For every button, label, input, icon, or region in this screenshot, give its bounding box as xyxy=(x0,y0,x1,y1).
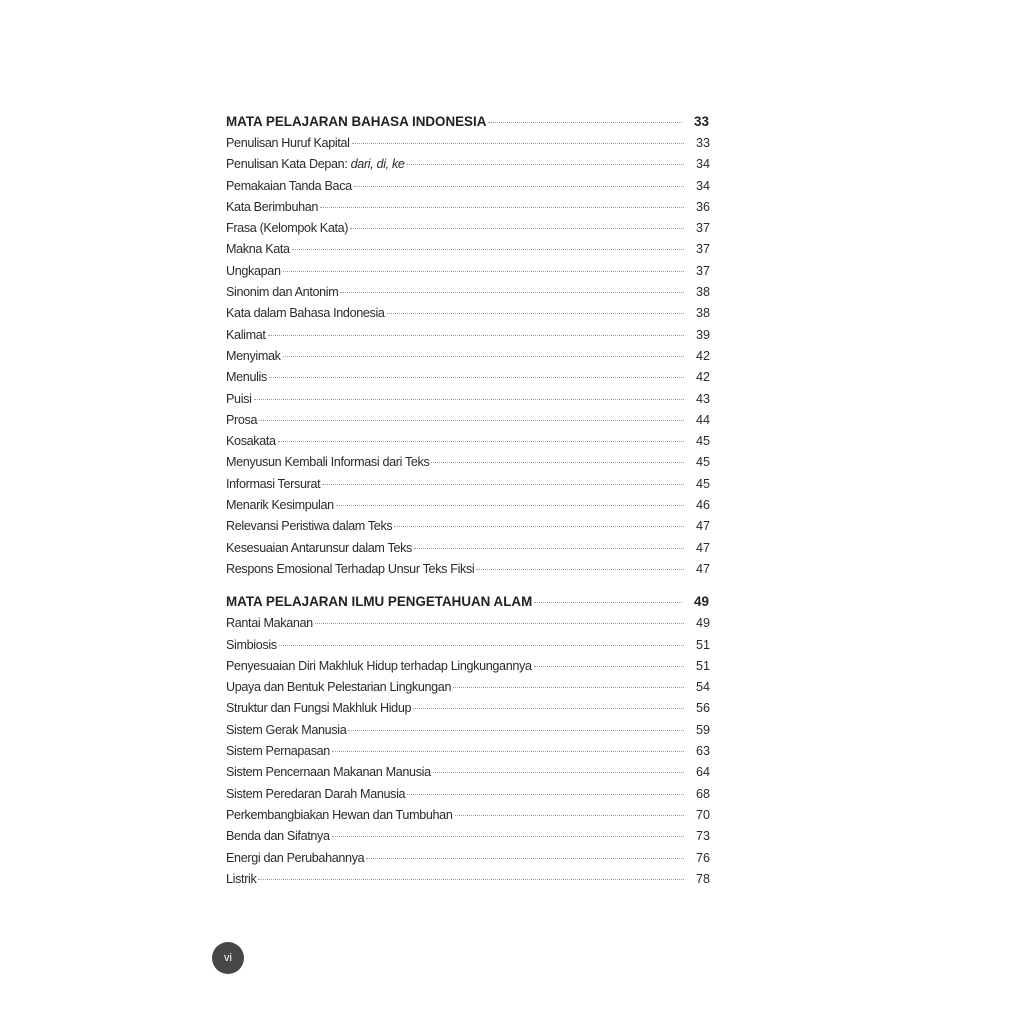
dot-leader xyxy=(534,666,684,667)
entry-page-number: 37 xyxy=(696,221,711,236)
table-of-contents xyxy=(226,114,712,893)
dot-leader xyxy=(258,879,684,880)
entry-label: Kalimat xyxy=(226,327,266,342)
entry-label: Sistem Peredaran Darah Manusia xyxy=(226,786,406,801)
entry-label: Menulis xyxy=(226,370,267,385)
entry-page-number: 47 xyxy=(696,519,711,534)
dot-leader xyxy=(453,687,684,688)
dot-leader xyxy=(352,143,684,144)
toc-entry[interactable] xyxy=(226,851,712,872)
toc-section-heading[interactable] xyxy=(226,594,712,616)
entry-label-text: Penulisan Kata Depan: xyxy=(226,157,351,172)
entry-label: Pemakaian Tanda Baca xyxy=(226,178,352,193)
toc-entry[interactable] xyxy=(226,680,712,701)
entry-page-number: 46 xyxy=(696,498,711,513)
toc-entry[interactable] xyxy=(226,455,712,476)
entry-label: Relevansi Peristiwa dalam Teks xyxy=(226,519,393,534)
toc-entry[interactable] xyxy=(226,616,712,637)
entry-label: Ungkapan xyxy=(226,263,281,278)
toc-entry[interactable] xyxy=(226,519,712,540)
toc-entry[interactable] xyxy=(226,413,712,434)
dot-leader xyxy=(254,399,684,400)
dot-leader xyxy=(366,858,684,859)
entry-label: Sistem Pencernaan Makanan Manusia xyxy=(226,765,431,780)
entry-label: Rantai Makanan xyxy=(226,616,313,631)
entry-label: Menyimak xyxy=(226,348,281,363)
entry-page-number: 38 xyxy=(696,306,711,321)
toc-section-ilmu-pengetahuan-alam xyxy=(226,594,712,893)
entry-label xyxy=(226,157,407,171)
dot-leader xyxy=(354,186,684,187)
toc-entry[interactable] xyxy=(226,285,712,306)
entry-page-number: 39 xyxy=(696,327,711,342)
entry-page-number: 73 xyxy=(696,829,711,844)
entry-label: Prosa xyxy=(226,412,258,427)
entry-page-number: 56 xyxy=(696,701,711,716)
entry-page-number: 38 xyxy=(696,285,711,300)
toc-entry[interactable] xyxy=(226,765,712,786)
toc-entry[interactable] xyxy=(226,136,712,157)
dot-leader xyxy=(534,602,682,603)
dot-leader xyxy=(332,751,684,752)
dot-leader xyxy=(350,228,684,229)
dot-leader xyxy=(269,377,684,378)
entry-label: Makna Kata xyxy=(226,242,290,257)
section-page-number: 49 xyxy=(694,594,709,610)
dot-leader xyxy=(407,164,684,165)
toc-entry[interactable] xyxy=(226,306,712,327)
toc-entry[interactable] xyxy=(226,541,712,562)
entry-page-number: 33 xyxy=(696,136,711,150)
entry-label: Struktur dan Fungsi Makhluk Hidup xyxy=(226,701,412,716)
page-number-badge xyxy=(212,942,244,974)
section-page-number: 33 xyxy=(694,114,709,129)
toc-entry[interactable] xyxy=(226,434,712,455)
dot-leader xyxy=(320,207,684,208)
dot-leader xyxy=(336,505,684,506)
toc-entry[interactable] xyxy=(226,723,712,744)
dot-leader xyxy=(292,249,684,250)
toc-entry[interactable] xyxy=(226,264,712,285)
entry-page-number: 37 xyxy=(696,263,711,278)
section-title: MATA PELAJARAN ILMU PENGETAHUAN ALAM xyxy=(226,594,533,610)
entry-label: Penyesuaian Diri Makhluk Hidup terhadap Lingkungannya xyxy=(226,658,532,673)
toc-entry[interactable] xyxy=(226,787,712,808)
toc-entry[interactable] xyxy=(226,829,712,850)
toc-entry[interactable] xyxy=(226,157,712,178)
toc-entry[interactable] xyxy=(226,562,712,583)
entry-label: Kesesuaian Antarunsur dalam Teks xyxy=(226,540,412,555)
entry-label: Upaya dan Bentuk Pelestarian Lingkungan xyxy=(226,680,452,695)
toc-entry[interactable] xyxy=(226,872,712,893)
entry-label: Sistem Gerak Manusia xyxy=(226,722,347,737)
toc-section-heading[interactable] xyxy=(226,114,712,136)
entry-label: Sistem Pernapasan xyxy=(226,744,330,759)
toc-entry[interactable] xyxy=(226,221,712,242)
toc-entry[interactable] xyxy=(226,659,712,680)
toc-section-bahasa-indonesia xyxy=(226,114,712,583)
entry-page-number: 51 xyxy=(696,637,711,652)
entry-page-number: 34 xyxy=(696,178,711,193)
entry-page-number: 68 xyxy=(696,786,711,801)
dot-leader xyxy=(387,313,684,314)
entry-label: Informasi Tersurat xyxy=(226,476,321,491)
entry-page-number: 78 xyxy=(696,871,711,886)
entry-page-number: 63 xyxy=(696,744,711,759)
dot-leader xyxy=(455,815,685,816)
dot-leader xyxy=(283,271,684,272)
entry-label: Frasa (Kelompok Kata) xyxy=(226,221,349,236)
entry-page-number: 44 xyxy=(696,412,711,427)
entry-label: Kata dalam Bahasa Indonesia xyxy=(226,306,385,321)
dot-leader xyxy=(431,462,684,463)
entry-page-number: 45 xyxy=(696,476,711,491)
dot-leader xyxy=(340,292,684,293)
dot-leader xyxy=(279,645,684,646)
entry-page-number: 43 xyxy=(696,391,711,406)
dot-leader xyxy=(394,526,684,527)
dot-leader xyxy=(259,420,684,421)
entry-page-number: 54 xyxy=(696,680,711,695)
toc-entry[interactable] xyxy=(226,638,712,659)
entry-label-italic: dari, di, ke xyxy=(350,157,405,172)
entry-label: Listrik xyxy=(226,871,257,886)
toc-entry[interactable] xyxy=(226,701,712,722)
entry-page-number: 76 xyxy=(696,850,711,865)
dot-leader xyxy=(414,548,684,549)
entry-page-number: 49 xyxy=(696,616,711,631)
toc-entry[interactable] xyxy=(226,200,712,221)
dot-leader xyxy=(283,356,684,357)
entry-page-number: 36 xyxy=(696,199,711,214)
toc-entry[interactable] xyxy=(226,349,712,370)
page-number: vi xyxy=(224,952,232,964)
entry-label: Energi dan Perubahannya xyxy=(226,850,365,865)
entry-page-number: 47 xyxy=(696,540,711,555)
dot-leader xyxy=(413,708,684,709)
entry-page-number: 47 xyxy=(696,561,711,576)
dot-leader xyxy=(278,441,684,442)
entry-label: Penulisan Huruf Kapital xyxy=(226,136,350,150)
entry-label: Kosakata xyxy=(226,434,276,449)
toc-entry[interactable] xyxy=(226,328,712,349)
dot-leader xyxy=(268,335,684,336)
dot-leader xyxy=(315,623,684,624)
entry-label: Menyusun Kembali Informasi dari Teks xyxy=(226,455,430,470)
dot-leader xyxy=(407,794,684,795)
entry-page-number: 45 xyxy=(696,434,711,449)
entry-page-number: 42 xyxy=(696,370,711,385)
toc-entry[interactable] xyxy=(226,370,712,391)
entry-label: Puisi xyxy=(226,391,252,406)
toc-entry[interactable] xyxy=(226,744,712,765)
entry-label: Respons Emosional Terhadap Unsur Teks Fiksi xyxy=(226,561,475,576)
entry-page-number: 34 xyxy=(696,157,711,172)
toc-entry[interactable] xyxy=(226,498,712,519)
entry-label: Sinonim dan Antonim xyxy=(226,285,339,300)
entry-label: Perkembangbiakan Hewan dan Tumbuhan xyxy=(226,807,453,822)
entry-page-number: 45 xyxy=(696,455,711,470)
entry-page-number: 37 xyxy=(696,242,711,257)
dot-leader xyxy=(488,122,682,123)
dot-leader xyxy=(348,730,684,731)
dot-leader xyxy=(322,484,684,485)
toc-entry[interactable] xyxy=(226,392,712,413)
entry-page-number: 70 xyxy=(696,807,711,822)
toc-entry[interactable] xyxy=(226,477,712,498)
entry-label: Simbiosis xyxy=(226,637,277,652)
toc-entry[interactable] xyxy=(226,242,712,263)
section-title: MATA PELAJARAN BAHASA INDONESIA xyxy=(226,114,487,129)
toc-entry[interactable] xyxy=(226,808,712,829)
dot-leader xyxy=(476,569,684,570)
entry-page-number: 64 xyxy=(696,765,711,780)
entry-label: Menarik Kesimpulan xyxy=(226,498,334,513)
toc-entry[interactable] xyxy=(226,179,712,200)
entry-page-number: 42 xyxy=(696,348,711,363)
entry-label: Benda dan Sifatnya xyxy=(226,829,330,844)
entry-page-number: 59 xyxy=(696,722,711,737)
entry-page-number: 51 xyxy=(696,658,711,673)
dot-leader xyxy=(332,836,684,837)
dot-leader xyxy=(433,772,684,773)
entry-label: Kata Berimbuhan xyxy=(226,199,319,214)
